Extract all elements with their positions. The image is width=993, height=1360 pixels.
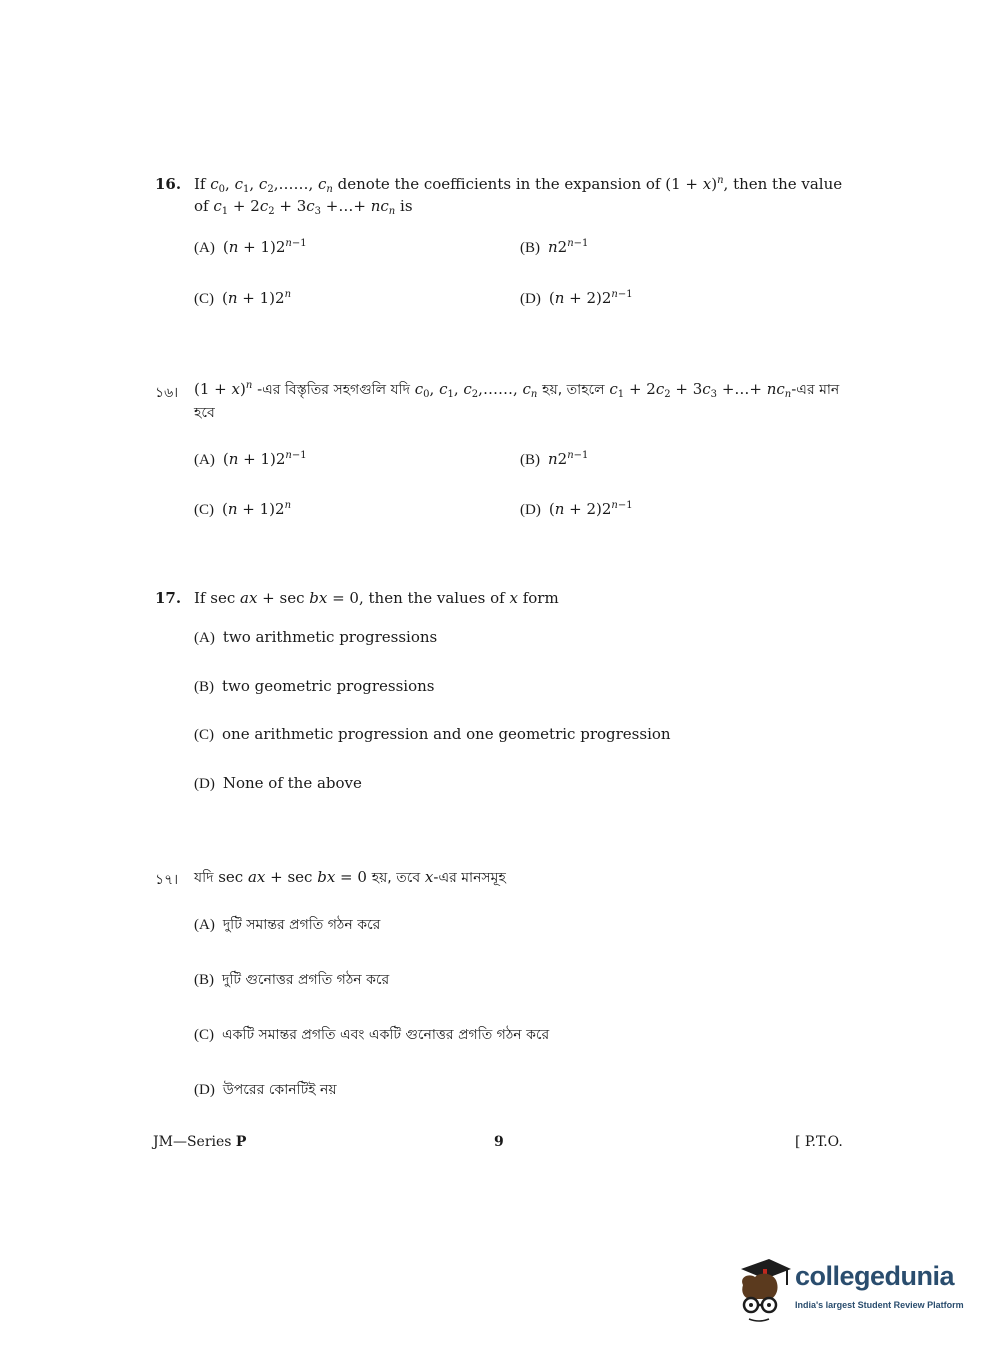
q17-bn-number: ১৭। bbox=[155, 872, 179, 888]
q16-option-b: (B) $n2^{n-1}$ bbox=[520, 238, 589, 256]
q17-bn-option-a: (A) দুটি সমান্তর প্রগতি গঠন করে bbox=[194, 917, 381, 933]
brand-name: collegedunia bbox=[795, 1261, 955, 1291]
footer-pto: [ P.T.O. bbox=[795, 1134, 843, 1150]
footer-page-number: 9 bbox=[494, 1134, 504, 1150]
q17-bn-option-b: (B) দুটি গুনোত্তর প্রগতি গঠন করে bbox=[194, 972, 390, 988]
q17-stem: If sec ax + sec bx = 0, then the values of x form bbox=[194, 589, 559, 607]
q16-stem: If $c_0$, $c_1$, $c_2,\dots\dots$, $c_n$ denote the coefficients in the expansion of $(1 + x)^n$, then the value of $c_1 + 2c_2 + 3c_3$ +…+ $nc_n$ is bbox=[194, 175, 843, 217]
brand-tagline: India's largest Student Review Platform bbox=[795, 1300, 964, 1310]
q17-bn-stem: যদি sec ax + sec bx = 0 হয়, তবে x-এর মানসমূহ bbox=[194, 868, 506, 886]
q16-bn-option-a: (A) $(n + 1)2^{n-1}$ bbox=[194, 450, 307, 468]
q16-number: 16. bbox=[155, 175, 182, 193]
q16-option-a: (A) $(n + 1)2^{n-1}$ bbox=[194, 238, 307, 256]
q17-bn-option-c: (C) একটি সমান্তর প্রগতি এবং একটি গুনোত্তর প্রগতি গঠন করে bbox=[194, 1027, 550, 1043]
q16-bn-option-c: (C) $(n + 1)2^n$ bbox=[194, 500, 292, 518]
mascot-icon bbox=[735, 1255, 795, 1325]
q17-option-a: (A) two arithmetic progressions bbox=[194, 628, 438, 646]
q17-option-c: (C) one arithmetic progression and one geometric progression bbox=[194, 725, 671, 743]
q17-option-b: (B) two geometric progressions bbox=[194, 677, 435, 695]
collegedunia-logo bbox=[735, 1255, 964, 1325]
footer-series: JM—Series P bbox=[153, 1134, 247, 1150]
q17-number: 17. bbox=[155, 589, 182, 607]
q16-bn-option-b: (B) $n2^{n-1}$ bbox=[520, 450, 589, 468]
q16-bn-option-d: (D) $(n + 2)2^{n-1}$ bbox=[520, 500, 633, 518]
q16-bn-number: ১৬। bbox=[155, 385, 179, 401]
q16-option-c: (C) $(n + 1)2^n$ bbox=[194, 289, 292, 307]
q17-bn-option-d: (D) উপরের কোনটিই নয় bbox=[194, 1082, 337, 1098]
q17-option-d: (D) None of the above bbox=[194, 774, 362, 792]
q16-bn-stem: $(1 + x)^n$ -এর বিস্তৃতির সহগগুলি যদি $c_0$, $c_1$, $c_2,\dots\dots$, $c_n$ হয়, তাহলে $c_1 + 2c_2 + 3c_3$ +…+ $nc_n-এর$ মান হবে bbox=[194, 380, 840, 421]
q16-option-d: (D) $(n + 2)2^{n-1}$ bbox=[520, 289, 633, 307]
